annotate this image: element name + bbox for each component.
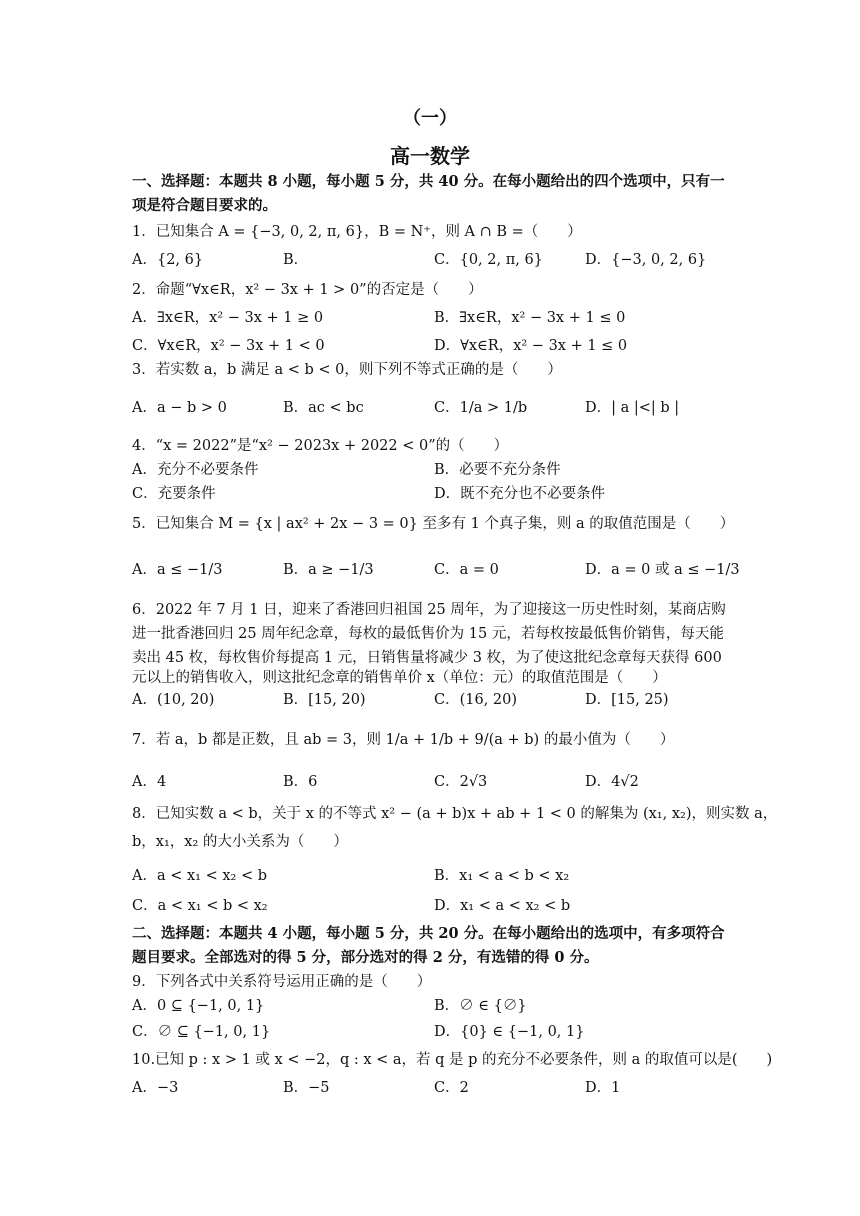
question-3-option-c: C．1/a > 1/b [434, 400, 528, 416]
question-6-line-1: 6．2022 年 7 月 1 日，迎来了香港回归祖国 25 周年，为了迎接这一历史性时刻，某商店购 [132, 602, 726, 618]
question-10-stem: 10.已知 p : x > 1 或 x < −2，q : x < a，若 q 是 p 的充分不必要条件，则 a 的取值可以是( ) [132, 1052, 773, 1068]
question-10-option-a: A．−3 [132, 1080, 179, 1096]
question-1-option-c: C．{0, 2, π, 6} [434, 252, 543, 268]
question-3-option-b: B．ac < bc [283, 400, 364, 416]
question-5-option-a: A．a ≤ −1/3 [132, 562, 223, 578]
question-4-option-a: A．充分不必要条件 [132, 462, 259, 478]
question-7-option-c: C．2√3 [434, 774, 488, 790]
question-8-line-2: b，x₁，x₂ 的大小关系为（ ） [132, 834, 348, 850]
question-1-stem: 1．已知集合 A = {−3, 0, 2, π, 6}，B = N⁺，则 A ∩ B =（ ） [132, 224, 582, 240]
question-6-option-b: B．[15, 20) [283, 692, 366, 708]
question-6-line-3: 卖出 45 枚，每枚售价每提高 1 元，日销售量将减少 3 枚，为了使这批纪念章每天获得 600 [132, 650, 722, 666]
question-5-option-b: B．a ≥ −1/3 [283, 562, 374, 578]
question-6-line-2: 进一批香港回归 25 周年纪念章，每枚的最低售价为 15 元，若每枚按最低售价销售，每天能 [132, 626, 724, 642]
question-2-option-d: D．∀x∈R，x² − 3x + 1 ≤ 0 [434, 338, 628, 354]
question-2-option-a: A．∃x∈R，x² − 3x + 1 ≥ 0 [132, 310, 324, 326]
question-2-stem: 2．命题“∀x∈R，x² − 3x + 1 > 0”的否定是（ ） [132, 282, 483, 298]
question-8-option-c: C．a < x₁ < b < x₂ [132, 898, 268, 914]
question-5-stem: 5．已知集合 M = {x | ax² + 2x − 3 = 0} 至多有 1 个真子集，则 a 的取值范围是（ ） [132, 516, 735, 532]
question-6-line-4: 元以上的销售收入，则这批纪念章的销售单价 x（单位：元）的取值范围是（ ） [132, 670, 667, 686]
question-4-stem: 4．“x = 2022”是“x² − 2023x + 2022 < 0”的（ ） [132, 438, 509, 454]
question-2-option-b: B．∃x∈R，x² − 3x + 1 ≤ 0 [434, 310, 626, 326]
question-6-option-a: A．(10, 20) [132, 692, 215, 708]
question-9-option-c: C．∅ ⊆ {−1, 0, 1} [132, 1024, 271, 1040]
question-3-stem: 3．若实数 a，b 满足 a < b < 0，则下列不等式正确的是（ ） [132, 362, 562, 378]
question-9-option-b: B．∅ ∈ {∅} [434, 998, 527, 1014]
question-5-option-c: C．a = 0 [434, 562, 499, 578]
question-3-option-d: D．| a |<| b | [585, 400, 680, 416]
question-2-option-c: C．∀x∈R，x² − 3x + 1 < 0 [132, 338, 325, 354]
section-1-heading-line-2: 项是符合题目要求的。 [132, 197, 277, 214]
question-1-option-a: A．{2, 6} [132, 252, 204, 268]
question-1-option-b: B． [283, 252, 309, 268]
question-8-option-b: B．x₁ < a < b < x₂ [434, 868, 570, 884]
question-1-option-d: D．{−3, 0, 2, 6} [585, 252, 707, 268]
question-4-option-d: D．既不充分也不必要条件 [434, 486, 606, 502]
question-8-option-d: D．x₁ < a < x₂ < b [434, 898, 571, 914]
section-2-heading-line-2: 题目要求。全部选对的得 5 分，部分选对的得 2 分，有选错的得 0 分。 [132, 949, 599, 966]
question-5-option-d: D．a = 0 或 a ≤ −1/3 [585, 562, 740, 578]
question-9-stem: 9．下列各式中关系符号运用正确的是（ ） [132, 974, 432, 990]
question-10-option-b: B．−5 [283, 1080, 330, 1096]
question-4-option-b: B．必要不充分条件 [434, 462, 561, 478]
question-9-option-d: D．{0} ∈ {−1, 0, 1} [434, 1024, 585, 1040]
question-4-option-c: C．充要条件 [132, 486, 216, 502]
question-6-option-c: C．(16, 20) [434, 692, 518, 708]
question-3-option-a: A．a − b > 0 [132, 400, 227, 416]
question-10-option-d: D．1 [585, 1080, 621, 1096]
question-9-option-a: A．0 ⊆ {−1, 0, 1} [132, 998, 265, 1014]
page-title: 高一数学 [390, 144, 470, 168]
question-8-line-1: 8．已知实数 a < b，关于 x 的不等式 x² − (a + b)x + ab + 1 < 0 的解集为 (x₁, x₂)，则实数 a， [132, 806, 778, 822]
paper-number: （一） [403, 108, 457, 129]
question-7-option-d: D．4√2 [585, 774, 639, 790]
section-2-heading-line-1: 二、选择题：本题共 4 小题，每小题 5 分，共 20 分。在每小题给出的选项中，有多项符合 [132, 925, 725, 942]
question-7-option-b: B．6 [283, 774, 318, 790]
question-7-stem: 7．若 a，b 都是正数，且 ab = 3，则 1/a + 1/b + 9/(a + b) 的最小值为（ ） [132, 732, 675, 748]
question-7-option-a: A．4 [132, 774, 167, 790]
question-6-option-d: D．[15, 25) [585, 692, 669, 708]
question-10-option-c: C．2 [434, 1080, 469, 1096]
section-1-heading-line-1: 一、选择题：本题共 8 小题，每小题 5 分，共 40 分。在每小题给出的四个选项中，只有一 [132, 173, 725, 190]
question-8-option-a: A．a < x₁ < x₂ < b [132, 868, 267, 884]
